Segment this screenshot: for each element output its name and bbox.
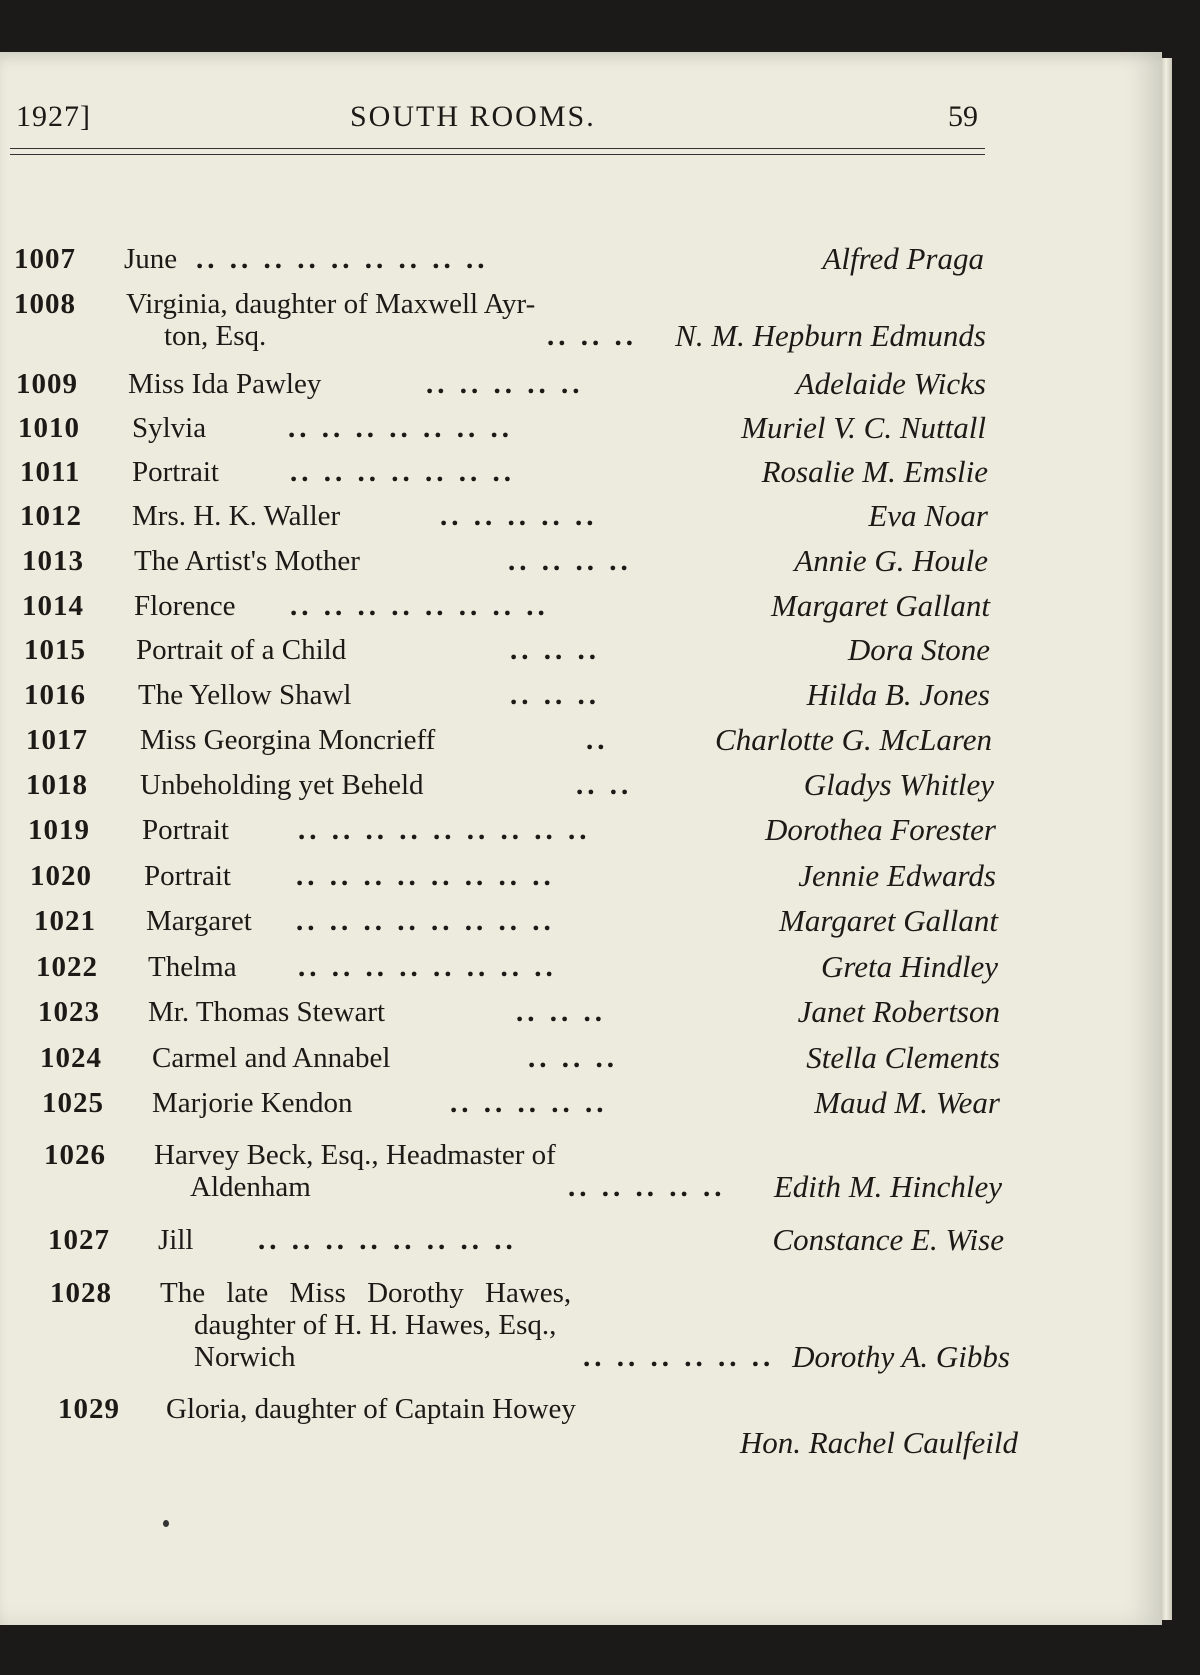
entry-number: 1014 bbox=[22, 590, 84, 622]
entry-number: 1022 bbox=[36, 951, 98, 983]
entry-number: 1020 bbox=[30, 860, 92, 892]
entry-artist: Alfred Praga bbox=[822, 241, 984, 276]
catalogue-entry bbox=[26, 721, 992, 761]
entry-number: 1018 bbox=[26, 769, 88, 801]
entry-number: 1025 bbox=[42, 1087, 104, 1119]
entry-title: Virginia, daughter of Maxwell Ayr- bbox=[126, 288, 536, 320]
catalogue-entry bbox=[22, 542, 988, 582]
catalogue-entry bbox=[24, 676, 990, 716]
entry-artist: Hon. Rachel Caulfeild bbox=[739, 1425, 1018, 1460]
catalogue-entry bbox=[30, 857, 996, 897]
entry-artist: Charlotte G. McLaren bbox=[715, 722, 992, 757]
entry-artist: Dora Stone bbox=[847, 632, 990, 667]
header-page-number: 59 bbox=[948, 100, 978, 133]
catalogue-entry bbox=[26, 766, 994, 806]
entry-artist: Edith M. Hinchley bbox=[773, 1169, 1002, 1204]
entry-number: 1028 bbox=[50, 1277, 112, 1309]
entry-number: 1008 bbox=[14, 288, 76, 320]
entry-number: 1021 bbox=[34, 905, 96, 937]
catalogue-entry bbox=[18, 409, 986, 449]
entry-title-continued: Aldenham bbox=[190, 1171, 311, 1203]
dot-leader: .. .. .. .. .. .. bbox=[583, 1341, 775, 1373]
dot-leader: .. .. .. bbox=[510, 679, 600, 711]
entry-title: Miss Georgina Moncrieff bbox=[140, 724, 436, 756]
ink-speck bbox=[163, 1520, 169, 1527]
entry-title: Harvey Beck, Esq., Headmaster of bbox=[154, 1139, 556, 1171]
entry-title: The late Miss Dorothy Hawes, bbox=[160, 1277, 572, 1309]
entry-title: Sylvia bbox=[132, 412, 207, 444]
entry-artist: Gladys Whitley bbox=[803, 767, 994, 802]
dot-leader: .. .. .. .. .. bbox=[568, 1171, 726, 1203]
catalogue-entry bbox=[44, 1136, 1002, 1216]
entry-number: 1029 bbox=[58, 1393, 120, 1425]
entry-title: Portrait bbox=[144, 860, 231, 892]
entry-title-middle: daughter of H. H. Hawes, Esq., bbox=[194, 1309, 557, 1341]
catalogue-entry bbox=[40, 1039, 1000, 1079]
entry-title-continued: Norwich bbox=[194, 1341, 296, 1373]
dot-leader: .. .. .. .. .. .. .. bbox=[288, 412, 513, 444]
entry-title: Mr. Thomas Stewart bbox=[148, 996, 386, 1028]
dot-leader: .. .. .. .. .. .. .. .. bbox=[290, 590, 549, 622]
entry-title: Thelma bbox=[148, 951, 237, 983]
entry-number: 1024 bbox=[40, 1042, 102, 1074]
dot-leader: .. bbox=[586, 724, 609, 756]
header-year: 1927] bbox=[16, 100, 91, 133]
entry-title: The Artist's Mother bbox=[134, 545, 360, 577]
entry-artist: Muriel V. C. Nuttall bbox=[741, 410, 986, 445]
dot-leader: .. .. .. .. .. bbox=[426, 368, 584, 400]
entry-artist: N. M. Hepburn Edmunds bbox=[675, 318, 986, 353]
entry-number: 1023 bbox=[38, 996, 100, 1028]
dot-leader: .. .. .. .. .. .. .. bbox=[290, 456, 515, 488]
dot-leader: .. .. .. .. .. .. .. .. .. bbox=[298, 814, 591, 846]
catalogue-entry bbox=[24, 631, 990, 671]
entry-number: 1013 bbox=[22, 545, 84, 577]
entry-artist: Margaret Gallant bbox=[771, 588, 990, 623]
entry-title: Carmel and Annabel bbox=[152, 1042, 391, 1074]
entry-number: 1019 bbox=[28, 814, 90, 846]
dot-leader: .. .. .. bbox=[516, 996, 606, 1028]
running-head bbox=[0, 100, 1010, 150]
entry-artist: Adelaide Wicks bbox=[795, 366, 986, 401]
entry-artist: Greta Hindley bbox=[820, 949, 998, 984]
dot-leader: .. .. .. bbox=[547, 320, 637, 352]
entry-title: Gloria, daughter of Captain Howey bbox=[166, 1393, 576, 1425]
entry-artist: Stella Clements bbox=[806, 1040, 1000, 1075]
entry-title-continued: ton, Esq. bbox=[164, 320, 267, 352]
entry-artist: Hilda B. Jones bbox=[806, 677, 990, 712]
dot-leader: .. .. .. .. .. .. .. .. bbox=[258, 1224, 517, 1256]
catalogue-entry bbox=[28, 811, 996, 851]
entry-artist: Maud M. Wear bbox=[814, 1085, 1000, 1120]
catalogue-entry bbox=[38, 993, 1000, 1033]
dot-leader: .. .. .. .. .. bbox=[440, 500, 598, 532]
entry-artist: Janet Robertson bbox=[797, 994, 1000, 1029]
catalogue-entry bbox=[36, 948, 998, 988]
entry-title: Unbeholding yet Beheld bbox=[140, 769, 424, 801]
entry-title: Florence bbox=[134, 590, 236, 622]
dot-leader: .. .. .. bbox=[528, 1042, 618, 1074]
entry-number: 1011 bbox=[20, 456, 81, 488]
entry-title: June bbox=[124, 243, 178, 275]
entry-number: 1007 bbox=[14, 243, 76, 275]
entry-title: Portrait of a Child bbox=[136, 634, 347, 666]
catalogue-entry bbox=[20, 453, 988, 493]
entry-number: 1016 bbox=[24, 679, 86, 711]
dot-leader: .. .. .. .. bbox=[508, 545, 632, 577]
entry-number: 1027 bbox=[48, 1224, 110, 1256]
dot-leader: .. .. .. .. .. .. .. .. bbox=[296, 905, 555, 937]
page-edge bbox=[1162, 58, 1172, 1620]
entry-artist: Eva Noar bbox=[868, 498, 988, 533]
catalogue-entry bbox=[42, 1084, 1000, 1124]
entry-title: Miss Ida Pawley bbox=[128, 368, 322, 400]
catalogue-entry bbox=[50, 1274, 1010, 1394]
header-rule bbox=[10, 154, 985, 155]
entry-number: 1010 bbox=[18, 412, 80, 444]
entry-number: 1009 bbox=[16, 368, 78, 400]
entry-title: Margaret bbox=[146, 905, 252, 937]
entry-artist: Dorothy A. Gibbs bbox=[792, 1339, 1010, 1374]
entry-artist: Constance E. Wise bbox=[772, 1222, 1004, 1257]
catalogue-entry bbox=[14, 240, 984, 280]
header-section-title: SOUTH ROOMS. bbox=[350, 100, 596, 133]
dot-leader: .. .. .. bbox=[510, 634, 600, 666]
catalogue-entry bbox=[14, 285, 986, 365]
entry-number: 1012 bbox=[20, 500, 82, 532]
dot-leader: .. .. .. .. .. .. .. .. .. bbox=[196, 243, 489, 275]
entry-artist: Dorothea Forester bbox=[764, 812, 996, 847]
entry-title: Portrait bbox=[142, 814, 229, 846]
dot-leader: .. .. .. .. .. .. .. .. bbox=[296, 860, 555, 892]
catalogue-entry bbox=[20, 497, 988, 537]
catalogue-entry bbox=[16, 365, 986, 405]
entry-title: Marjorie Kendon bbox=[152, 1087, 353, 1119]
dot-leader: .. .. .. .. .. .. .. .. bbox=[298, 951, 557, 983]
entry-title: The Yellow Shawl bbox=[138, 679, 352, 711]
catalogue-entry bbox=[22, 587, 990, 627]
catalogue-entry bbox=[58, 1390, 1018, 1470]
entry-number: 1017 bbox=[26, 724, 88, 756]
header-rule bbox=[10, 148, 985, 149]
entry-number: 1015 bbox=[24, 634, 86, 666]
entry-artist: Jennie Edwards bbox=[798, 858, 996, 893]
entry-artist: Margaret Gallant bbox=[779, 903, 998, 938]
entry-number: 1026 bbox=[44, 1139, 106, 1171]
catalogue-entry bbox=[48, 1221, 1004, 1261]
dot-leader: .. .. bbox=[576, 769, 633, 801]
dot-leader: .. .. .. .. .. bbox=[450, 1087, 608, 1119]
entry-title: Portrait bbox=[132, 456, 219, 488]
entry-title: Jill bbox=[158, 1224, 194, 1256]
entry-title: Mrs. H. K. Waller bbox=[132, 500, 341, 532]
entry-artist: Rosalie M. Emslie bbox=[761, 454, 988, 489]
entry-artist: Annie G. Houle bbox=[794, 543, 988, 578]
catalogue-entry bbox=[34, 902, 998, 942]
